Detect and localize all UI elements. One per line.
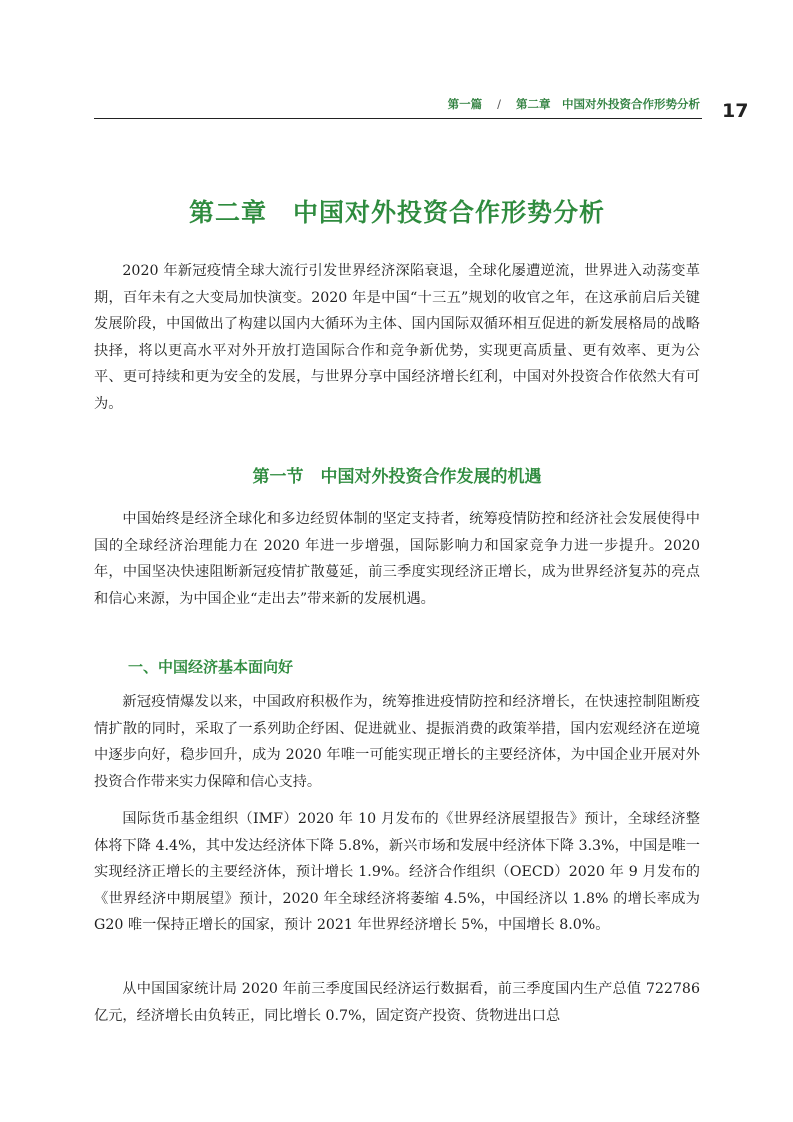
page-number: 17 [722,100,749,122]
header-part: 第一篇 [447,97,483,111]
section-intro-paragraph: 中国始终是经济全球化和多边经贸体制的坚定支持者，统筹疫情防控和经济社会发展使得中国的全球经济治理能力在 2020 年进一步增强，国际影响力和国家竞争力进一步提升。2020 年，中国坚决快速阻断新冠疫情扩散蔓延，前三季度实现经济正增长，成为世界经济复苏的亮点和信心来源，为中国企业“走出去”带来新的发展机遇。 [94,511,700,607]
intro-paragraph: 2020 年新冠疫情全球大流行引发世界经济深陷衰退，全球化屡遭逆流，世界进入动荡变革期，百年未有之大变局加快演变。2020 年是中国“十三五”规划的收官之年，在这承前启后关键发展阶段，中国做出了构建以国内大循环为主体、国内国际双循环相互促进的新发展格局的战略抉择，将以更高水平对外开放打造国际合作和竞争新优势，实现更高质量、更有效率、更为公平、更可持续和更为安全的发展，与世界分享中国经济增长红利，中国对外投资合作依然大有可为。 [94,263,700,412]
body-paragraph: 国际货币基金组织（IMF）2020 年 10 月发布的《世界经济展望报告》预计，全球经济整体将下降 4.4%，其中发达经济体下降 5.8%，新兴市场和发展中经济体下降 3.3%，中国是唯一实现经济正增长的主要经济体，预计增长 1.9%。经济合作组织（OECD）2020 年 9 月发布的《世界经济中期展望》预计，2020 年全球经济将萎缩 4.5%，中国经济以 1.8% 的增长率成为 G20 唯一保持正增长的国家，预计 2021 年世界经济增长 5%，中国增长 8.0%。 [94,811,700,933]
chapter-title: 第二章 中国对外投资合作形势分析 [188,198,605,227]
header-chapter: 第二章 中国对外投资合作形势分析 [516,97,700,111]
header-separator: / [497,97,501,111]
running-header [94,96,700,112]
body-paragraph: 从中国国家统计局 2020 年前三季度国民经济运行数据看，前三季度国内生产总值 722786 亿元，经济增长由负转正，同比增长 0.7%，固定资产投资、货物进出口总 [94,981,700,1024]
header-divider [94,118,702,119]
body-paragraph: 新冠疫情爆发以来，中国政府积极作为，统筹推进疫情防控和经济增长，在快速控制阻断疫情扩散的同时，采取了一系列助企纾困、促进就业、提振消费的政策举措，国内宏观经济在逆境中逐步向好，稳步回升，成为 2020 年唯一可能实现正增长的主要经济体，为中国企业开展对外投资合作带来实力保障和信心支持。 [94,694,700,790]
subsection-title: 一、中国经济基本面向好 [128,658,294,676]
section-title: 第一节 中国对外投资合作发展的机遇 [252,467,542,487]
